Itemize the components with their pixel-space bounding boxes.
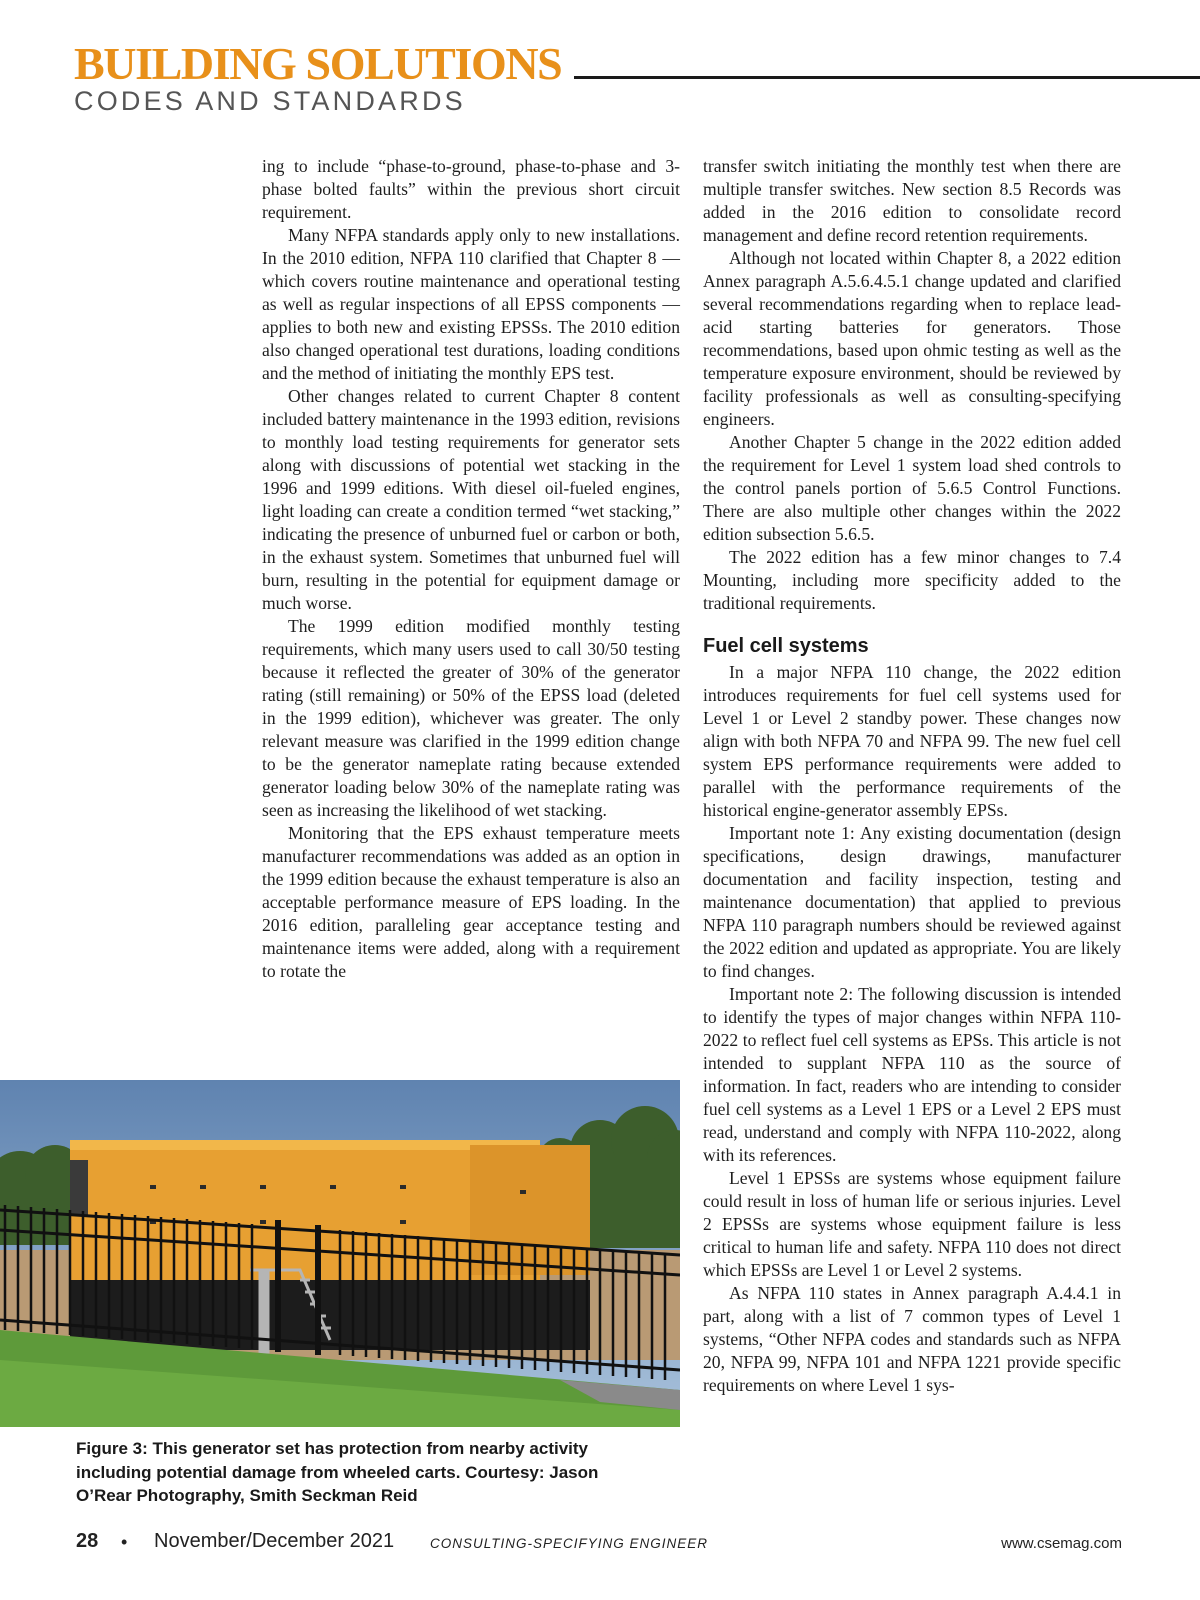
paragraph: The 1999 edition modified monthly testing requirements, which many users used to call 30/50 testing because it reflected the greater of 30% of the generator rating (still remaining) or 50% of the EPSS load (deleted in the 1999 edition), whichever was greater. The only relevant measure was clarified in the 1999 edition change to be the generator nameplate rating because extended generator loading below 30% of the nameplate rating was seen as increasing the likelihood of wet stacking. (262, 616, 680, 820)
section-heading: Fuel cell systems (703, 635, 869, 657)
page-number: 28 (76, 1530, 99, 1552)
paragraph: As NFPA 110 states in Annex paragraph A.4.4.1 in part, along with a list of 7 common types of Level 1 systems, “Other NFPA codes and standards such as NFPA 20, NFPA 99, NFPA 101 and NFPA 1221 provide specific requirements on where Level 1 sys- (703, 1283, 1121, 1395)
paragraph: Another Chapter 5 change in the 2022 edition added the requirement for Level 1 system load shed controls to the control panels portion of 5.6.5 Control Functions. There are also multiple other changes within the 2022 edition subsection 5.6.5. (703, 432, 1121, 544)
paragraph: ing to include “phase-to-ground, phase-to-phase and 3-phase bolted faults” within the previous short circuit requirement. (262, 156, 680, 222)
paragraph: In a major NFPA 110 change, the 2022 edition introduces requirements for fuel cell systems used for Level 1 or Level 2 standby power. These changes now align with both NFPA 70 and NFPA 99. The new fuel cell system EPS performance requirements were added to parallel with the performance requirements of the historical engine-generator assembly EPSs. (703, 662, 1121, 820)
paragraph: Monitoring that the EPS exhaust temperature meets manufacturer recommendations was added as an option in the 1999 edition because the exhaust temperature is also an acceptable performance measure of EPS loading. In the 2016 edition, paralleling gear acceptance testing and maintenance items were added, along with a requirement to rotate the (262, 823, 680, 981)
paragraph: Level 1 EPSSs are systems whose equipment failure could result in loss of human life or serious injuries. Level 2 EPSSs are systems whose equipment failure is less critical to human life and safety. NFPA 110 does not direct which EPSSs are Level 1 or Level 2 systems. (703, 1168, 1121, 1280)
paragraph: Many NFPA standards apply only to new installations. In the 2010 edition, NFPA 110 clarified that Chapter 8 — which covers routine maintenance and operational testing as well as regular inspections of all EPSS components — applies to both new and existing EPSSs. The 2010 edition also changed operational test durations, loading conditions and the method of initiating the monthly EPS test. (262, 225, 680, 383)
section-subtitle: CODES AND STANDARDS (74, 86, 466, 116)
footer-bullet: • (121, 1532, 128, 1552)
section-title: BUILDING SOLUTIONS (74, 38, 562, 89)
paragraph: Important note 2: The following discussion is intended to identify the types of major changes within NFPA 110-2022 to reflect fuel cell systems as EPSs. This article is not intended to supplant NFPA 110 as the source of information. In fact, readers who are intending to consider fuel cell systems as a Level 1 EPS or a Level 2 EPS must read, understand and comply with NFPA 110-2022, along with its references. (703, 984, 1121, 1165)
right-text-column (703, 155, 1121, 1397)
header-divider (574, 76, 1200, 79)
paragraph: transfer switch initiating the monthly test when there are multiple transfer switches. New section 8.5 Records was added in the 2016 edition to consolidate record management and define record retention requirements. (703, 156, 1121, 245)
paragraph: Although not located within Chapter 8, a 2022 edition Annex paragraph A.5.6.4.5.1 change updated and clarified several recommendations regarding when to replace lead-acid starting batteries for generators. Those recommendations, based upon ohmic testing as well as the temperature exposure environment, should be reviewed by facility professionals as well as consulting-specifying engineers. (703, 248, 1121, 429)
paragraph: Other changes related to current Chapter 8 content included battery maintenance in the 1993 edition, revisions to monthly load testing requirements for generator sets along with discussions of potential wet stacking in the 1996 and 1999 editions. With diesel oil-fueled engines, light loading can create a condition termed “wet stacking,” indicating the presence of unburned fuel or carbon or both, in the exhaust system. Sometimes that unburned fuel will burn, resulting in the potential for equipment damage or much worse. (262, 386, 680, 613)
left-text-column (262, 155, 680, 983)
paragraph: Important note 1: Any existing documentation (design specifications, design drawings, manufacturer documentation and facility inspection, testing and maintenance documentation) that applied to previous NFPA 110 paragraph numbers should be reviewed against the 2022 edition and updated as appropriate. You are likely to find changes. (703, 823, 1121, 981)
generator-illustration (0, 1080, 680, 1427)
issue-date: November/December 2021 (154, 1530, 395, 1552)
generator-photo (0, 1080, 680, 1427)
website-link[interactable]: www.csemag.com (1001, 1535, 1122, 1552)
paragraph: The 2022 edition has a few minor changes to 7.4 Mounting, including more specificity added to the traditional requirements. (703, 547, 1121, 613)
figure-caption: Figure 3: This generator set has protection from nearby activity including potential damage from wheeled carts. Courtesy: Jason O’Rear Photography, Smith Seckman Reid (76, 1439, 599, 1505)
publication-name: CONSULTING-SPECIFYING ENGINEER (430, 1536, 709, 1551)
